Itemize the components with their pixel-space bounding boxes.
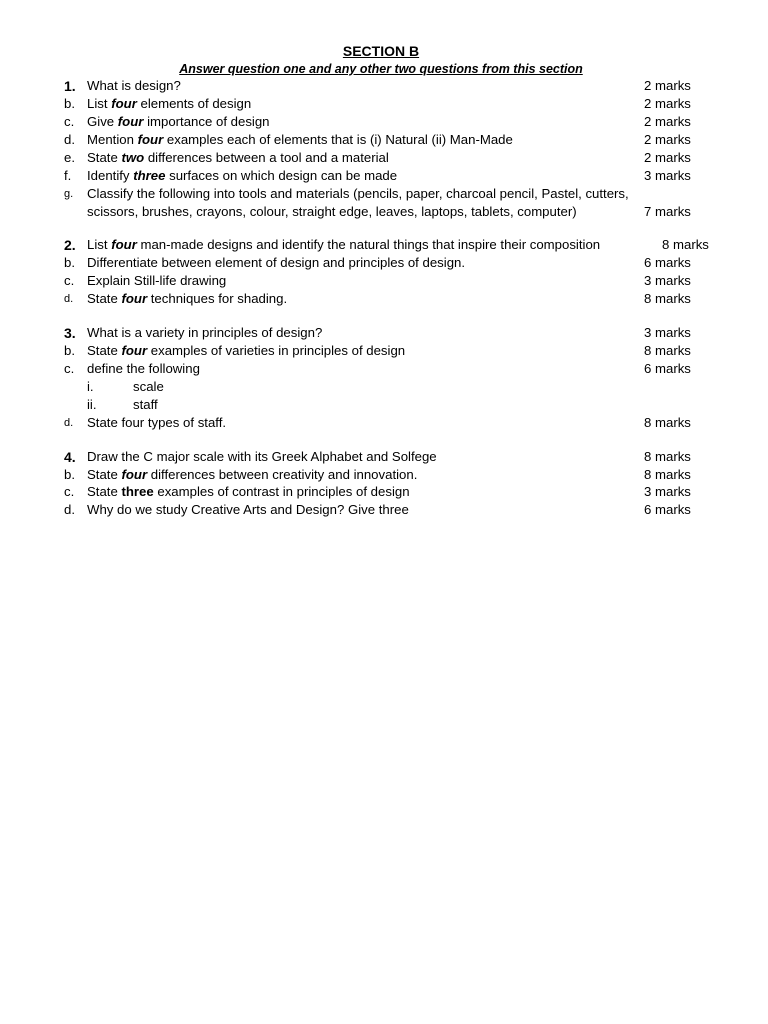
question-number: b.	[64, 343, 75, 358]
question-marks: 8 marks	[644, 415, 691, 430]
question-marks: 6 marks	[644, 502, 691, 517]
question-1e	[0, 149, 768, 167]
question-4	[0, 448, 768, 466]
question-4c	[0, 483, 768, 501]
question-number: b.	[64, 467, 75, 482]
emphasis-word: four	[121, 291, 148, 306]
emphasis-word: four	[117, 114, 144, 129]
question-text: define the following	[87, 361, 200, 376]
question-number: c.	[64, 114, 75, 129]
question-text: State four differences between creativity and innovation.	[87, 467, 418, 482]
question-number: c.	[64, 273, 75, 288]
question-text: Draw the C major scale with its Greek Alphabet and Solfege	[87, 449, 437, 464]
question-text: What is a variety in principles of design?	[87, 325, 323, 340]
question-number: d.	[64, 417, 74, 429]
question-4d	[0, 501, 768, 519]
question-text: Mention four examples each of elements that is (i) Natural (ii) Man-Made	[87, 132, 513, 147]
question-text: State four examples of varieties in principles of design	[87, 343, 406, 358]
sub-item-number: i.	[87, 379, 94, 394]
question-number: g.	[64, 188, 74, 200]
question-text: List four man-made designs and identify the natural things that inspire their composition	[87, 237, 601, 252]
question-text: Why do we study Creative Arts and Design? Give three	[87, 502, 409, 517]
question-text: State three examples of contrast in principles of design	[87, 484, 410, 499]
emphasis-word: two	[121, 150, 145, 165]
emphasis-word: three	[121, 484, 154, 499]
sub-item-text: staff	[133, 397, 158, 412]
question-3c-i	[0, 378, 768, 396]
question-1	[0, 77, 768, 95]
question-text: Differentiate between element of design and principles of design.	[87, 255, 466, 270]
question-3	[0, 324, 768, 342]
question-marks: 6 marks	[644, 361, 691, 376]
question-marks: 7 marks	[644, 204, 691, 219]
question-4b	[0, 466, 768, 484]
question-number: f.	[64, 168, 72, 183]
question-marks: 2 marks	[644, 114, 691, 129]
question-marks: 2 marks	[644, 96, 691, 111]
question-marks: 3 marks	[644, 484, 691, 499]
question-number: c.	[64, 361, 75, 376]
question-1g	[0, 185, 768, 203]
question-text-line2: scissors, brushes, crayons, colour, straight edge, leaves, laptops, tablets, computer)	[87, 204, 577, 219]
emphasis-word: four	[137, 132, 164, 147]
question-marks: 2 marks	[644, 150, 691, 165]
question-text: Explain Still-life drawing	[87, 273, 227, 288]
question-number: 3.	[64, 325, 76, 341]
question-marks: 8 marks	[662, 237, 709, 252]
question-text: State four techniques for shading.	[87, 291, 288, 306]
question-number: 1.	[64, 78, 76, 94]
question-2	[0, 236, 768, 254]
sub-item-number: ii.	[87, 397, 97, 412]
question-number: 4.	[64, 449, 76, 465]
question-marks: 3 marks	[644, 325, 691, 340]
question-number: d.	[64, 502, 75, 517]
question-text: List four elements of design	[87, 96, 252, 111]
question-1g-continued	[0, 203, 768, 221]
section-title: SECTION B	[342, 43, 420, 59]
sub-item-text: scale	[133, 379, 164, 394]
question-text: Identify three surfaces on which design can be made	[87, 168, 398, 183]
question-marks: 3 marks	[644, 273, 691, 288]
question-1d	[0, 131, 768, 149]
question-text: Give four importance of design	[87, 114, 270, 129]
question-2c	[0, 272, 768, 290]
question-2d	[0, 290, 768, 308]
question-number: b.	[64, 96, 75, 111]
question-1b	[0, 95, 768, 113]
question-number: c.	[64, 484, 75, 499]
emphasis-word: four	[121, 343, 148, 358]
question-text: State two differences between a tool and a material	[87, 150, 389, 165]
emphasis-word: four	[121, 467, 148, 482]
question-3c-ii	[0, 396, 768, 414]
question-3d	[0, 414, 768, 432]
question-number: 2.	[64, 237, 76, 253]
question-2b	[0, 254, 768, 272]
question-number: d.	[64, 293, 74, 305]
question-marks: 2 marks	[644, 78, 691, 93]
emphasis-word: four	[111, 237, 137, 252]
question-1c	[0, 113, 768, 131]
question-marks: 3 marks	[644, 168, 691, 183]
emphasis-word: three	[133, 168, 166, 183]
question-number: b.	[64, 255, 75, 270]
question-3c	[0, 360, 768, 378]
question-marks: 2 marks	[644, 132, 691, 147]
question-number: d.	[64, 132, 75, 147]
section-instruction: Answer question one and any other two questions from this section	[179, 62, 583, 76]
question-marks: 8 marks	[644, 467, 691, 482]
question-number: e.	[64, 150, 75, 165]
question-marks: 8 marks	[644, 343, 691, 358]
question-1f	[0, 167, 768, 185]
emphasis-word: four	[111, 96, 137, 111]
question-3b	[0, 342, 768, 360]
question-marks: 6 marks	[644, 255, 691, 270]
question-text: State four types of staff.	[87, 415, 227, 430]
question-marks: 8 marks	[644, 291, 691, 306]
question-text: What is design?	[87, 78, 181, 93]
question-marks: 8 marks	[644, 449, 691, 464]
question-text-line1: Classify the following into tools and materials (pencils, paper, charcoal pencil, Pastel, cutters,	[87, 186, 629, 201]
